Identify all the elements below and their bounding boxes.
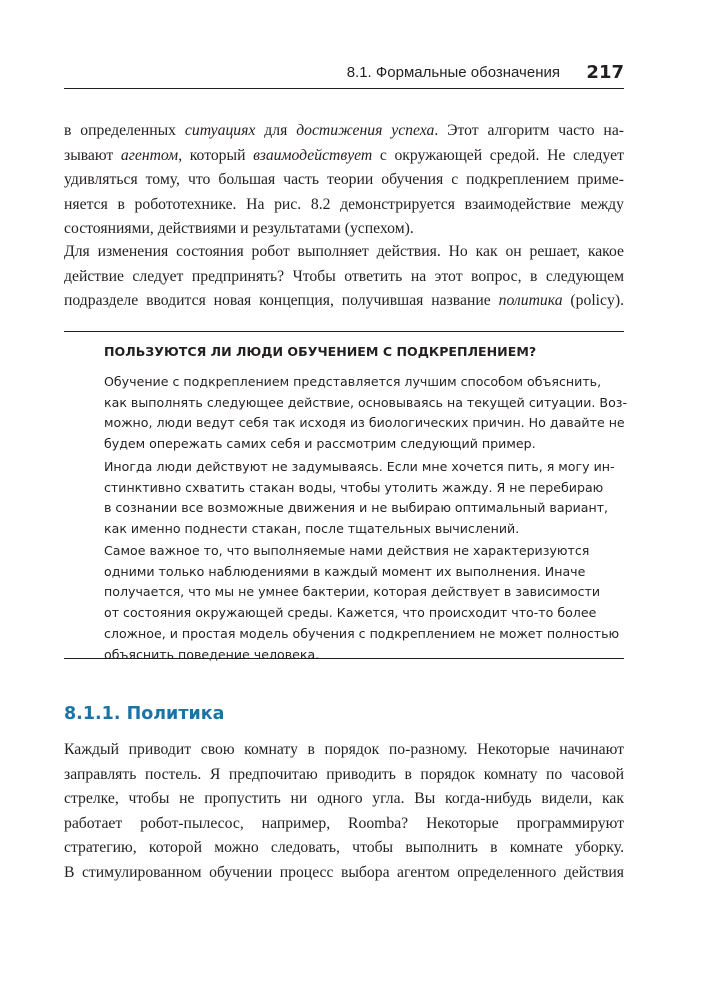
emphasis-situations: ситуациях — [184, 122, 256, 139]
sidebar-p1-line-1: Обучение с подкреплением представляется лучшим способом объяснить, — [104, 374, 602, 389]
sidebar-p1-line-3: можно, люди ведут себя так исходя из биологических причин. Но давайте не — [104, 415, 625, 431]
paragraph-1-line-3: удивляться тому, что большая часть теории обучения с подкреплением приме- — [64, 171, 624, 188]
paragraph-3 — [64, 738, 624, 885]
paragraph-2-line-1: Для изменения состояния робот выполняет действия. Но как он решает, какое — [64, 243, 624, 260]
text-run: для — [255, 122, 297, 139]
emphasis-success: достижения успеха — [296, 122, 435, 139]
sidebar-paragraph-3 — [104, 541, 620, 665]
sidebar-p2-line-2: стинктивно схватить стакан воды, чтобы утолить жажду. Я не перебираю — [104, 479, 604, 495]
sidebar-paragraph-1 — [104, 372, 628, 455]
paragraph-3-line-6: В стимулированном обучении процесс выбора агентом определенного действия — [64, 863, 624, 881]
sidebar-p2-line-3: в сознании все возможные движения и не выбираю оптимальный вариант, — [104, 500, 609, 516]
text-run: в определенных — [64, 122, 185, 139]
sidebar-p3-line-1: Самое важное то, что выполняемые нами действия не характеризуются — [104, 543, 590, 558]
paragraph-3-line-3: стрелке, чтобы не пропустить ни одного угла. Вы когда-нибудь видели, как — [64, 790, 624, 807]
sidebar-p3-line-4: от состояния окружающей среды. Кажется, что происходит что-то более — [104, 605, 597, 621]
paragraph-1-line-5: состояниями, действиями и результатами (успехом). — [64, 220, 414, 237]
sidebar-p1-line-4: будем опережать самих себя и рассмотрим следующий пример. — [104, 436, 536, 452]
sidebar-paragraph-2 — [104, 457, 615, 540]
paragraph-2-line-2: действие следует предпринять? Чтобы ответить на этот вопрос, в следующем — [64, 267, 624, 285]
paragraph-1-line-4: няется в робототехнике. На рис. 8.2 демонстрируется взаимодействие между — [64, 195, 624, 213]
text-run: . Этот алгоритм часто на- — [434, 122, 625, 139]
sidebar-p3-line-3: получается, что мы не умнее бактерии, которая действует в зависимости — [104, 584, 601, 600]
paragraph-1-line-2 — [64, 144, 624, 169]
paragraph-2 — [64, 240, 624, 314]
sidebar-p2-line-1: Иногда люди действуют не задумываясь. Если мне хочется пить, я могу ин- — [104, 459, 615, 474]
emphasis-agent: агентом — [120, 146, 179, 164]
sidebar-p2-line-4: как именно поднести стакан, после тщательных вычислений. — [104, 521, 520, 537]
sidebar-p3-line-6: объяснить поведение человека. — [104, 646, 320, 662]
text-run: подразделе вводится новая концепция, получившая название — [64, 292, 499, 309]
text-run: (policy). — [562, 292, 624, 309]
text-run: с окружающей средой. Не следует — [372, 146, 624, 164]
page-number: 217 — [586, 62, 624, 83]
paragraph-2-line-3 — [64, 289, 624, 314]
text-run: , который — [178, 146, 254, 164]
sidebar-p3-line-5: сложное, и простая модель обучения с подкреплением не может полностью — [104, 625, 620, 641]
paragraph-3-line-5: стратегию, которой можно следовать, чтобы выполнить в комнате уборку. — [64, 839, 624, 856]
emphasis-policy: политика — [498, 292, 563, 309]
emphasis-interacts: взаимодействует — [253, 146, 373, 164]
sidebar-title: ПОЛЬЗУЮТСЯ ЛИ ЛЮДИ ОБУЧЕНИЕМ С ПОДКРЕПЛЕНИЕМ? — [104, 344, 537, 359]
running-header — [64, 60, 624, 90]
sidebar-box — [64, 331, 628, 662]
text-run: зывают — [64, 146, 121, 164]
paragraph-3-line-4: работает робот-пылесос, например, Roomba? Некоторые программируют — [64, 814, 624, 832]
sidebar-p3-line-2: одними только наблюдениями в каждый момент их выполнения. Иначе — [104, 563, 586, 579]
paragraph-3-line-1: Каждый приводит свою комнату в порядок по-разному. Некоторые начинают — [64, 741, 624, 758]
paragraph-1-line-1 — [64, 119, 624, 144]
sidebar-p1-line-2: как выполнять следующее действие, основываясь на текущей ситуации. Воз- — [104, 394, 628, 410]
header-section-title: 8.1. Формальные обозначения — [346, 64, 560, 81]
paragraph-3-line-2: заправлять постель. Я предпочитаю приводить в порядок комнату по часовой — [64, 765, 624, 783]
header-rule — [64, 88, 624, 89]
paragraph-1 — [64, 119, 624, 242]
section-heading: 8.1.1. Политика — [64, 704, 225, 724]
